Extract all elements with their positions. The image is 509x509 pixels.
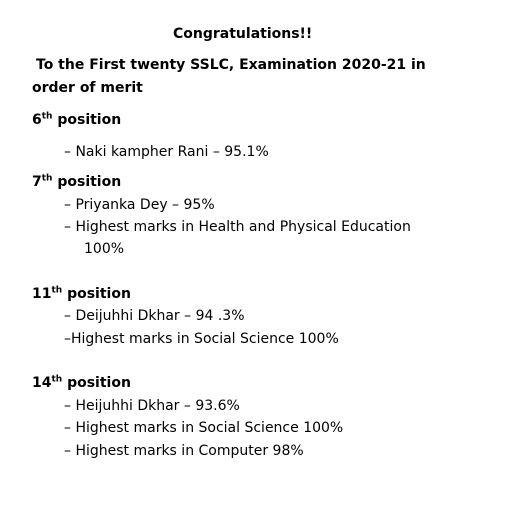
- heading: Congratulations!!: [173, 26, 313, 42]
- rank-word: position: [57, 174, 122, 190]
- rank-heading-11: [32, 285, 131, 303]
- rank-heading-7: [32, 173, 121, 191]
- rank-heading-14: [32, 374, 131, 392]
- rank-7-line-3: 100%: [84, 241, 125, 257]
- rank-6-line-1: – Naki kampher Rani – 95.1%: [64, 144, 269, 160]
- rank-7-line-1: – Priyanka Dey – 95%: [64, 197, 215, 213]
- rank-number: 6: [32, 112, 42, 128]
- subheading-line-2: order of merit: [32, 80, 143, 96]
- rank-11-line-2: –Highest marks in Social Science 100%: [64, 331, 339, 347]
- rank-word: position: [67, 286, 131, 302]
- rank-suffix: th: [51, 285, 63, 296]
- rank-number: 11: [32, 286, 52, 302]
- rank-word: position: [67, 375, 131, 391]
- rank-7-line-2: – Highest marks in Health and Physical Education: [64, 219, 411, 235]
- rank-14-line-1: – Heijuhhi Dkhar – 93.6%: [64, 398, 240, 414]
- rank-11-line-1: – Deijuhhi Dkhar – 94 .3%: [64, 308, 245, 324]
- rank-number: 7: [32, 174, 42, 190]
- rank-suffix: th: [51, 374, 63, 385]
- rank-14-line-2: – Highest marks in Social Science 100%: [64, 420, 344, 436]
- rank-suffix: th: [41, 173, 53, 184]
- rank-14-line-3: – Highest marks in Computer 98%: [64, 443, 304, 459]
- subheading-line-1: To the First twenty SSLC, Examination 2020-21 in: [36, 57, 426, 73]
- rank-word: position: [57, 112, 122, 128]
- rank-suffix: th: [41, 111, 53, 122]
- rank-number: 14: [32, 375, 52, 391]
- rank-heading-6: [32, 111, 121, 129]
